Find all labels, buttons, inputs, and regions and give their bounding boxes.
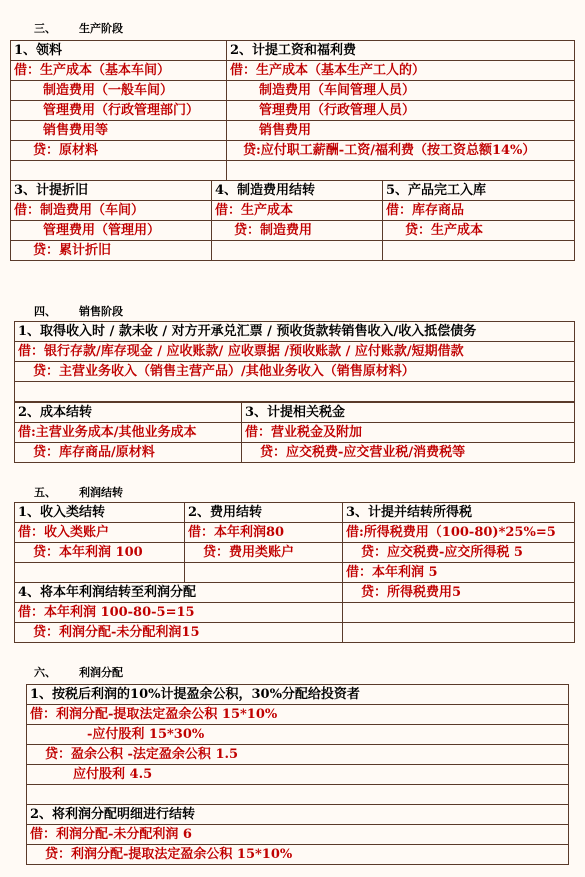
- profit-distribution-line-2: 贷：利润分配-未分配利润15: [15, 623, 343, 643]
- surplus-reserve-line-2: -应付股利 15*30%: [27, 725, 569, 745]
- income-tax-line-4: 贷：所得税费用5: [343, 583, 575, 603]
- profit-transfer-table: [14, 502, 575, 643]
- sales-table-bottom: [14, 402, 575, 463]
- wage-line-2: 制造费用（车间管理人员）: [227, 81, 575, 101]
- depreciation-line-3: 贷：累计折旧: [11, 241, 212, 261]
- sales-table-top: [14, 321, 575, 402]
- cost-transfer-line-2: 贷：库存商品/原材料: [15, 443, 242, 463]
- cost-transfer-title: 2、成本结转: [15, 403, 242, 423]
- cost-transfer-line-1: 借:主营业务成本/其他业务成本: [15, 423, 242, 443]
- section-3-heading: 三、 生产阶段: [34, 22, 123, 35]
- revenue-line-2: 贷：主营业务收入（销售主营产品）/其他业务收入（销售原材料）: [15, 362, 575, 382]
- production-table-bottom: [10, 180, 575, 261]
- empty-cell: [185, 563, 343, 583]
- expense-transfer-title: 2、费用结转: [185, 503, 343, 523]
- closing-line-1: 借：利润分配-未分配利润 6: [27, 825, 569, 845]
- income-transfer-line-1: 借：收入类账户: [15, 523, 185, 543]
- material-title: 1、领料: [11, 41, 227, 61]
- empty-cell: [15, 563, 185, 583]
- tax-accrual-line-2: 贷：应交税费-应交营业税/消费税等: [242, 443, 575, 463]
- finished-goods-title: 5、产品完工入库: [383, 181, 575, 201]
- depreciation-line-2: 管理费用（管理用）: [11, 221, 212, 241]
- material-line-3: 管理费用（行政管理部门）: [11, 101, 227, 121]
- income-transfer-title: 1、收入类结转: [15, 503, 185, 523]
- expense-transfer-line-1: 借：本年利润80: [185, 523, 343, 543]
- material-line-2: 制造费用（一般车间）: [11, 81, 227, 101]
- closing-title: 2、将利润分配明细进行结转: [27, 805, 569, 825]
- empty-cell: [343, 603, 575, 623]
- material-line-1: 借：生产成本（基本车间）: [11, 61, 227, 81]
- wage-title: 2、计提工资和福利费: [227, 41, 575, 61]
- finished-goods-line-2: 贷：生产成本: [383, 221, 575, 241]
- income-tax-title: 3、计提并结转所得税: [343, 503, 575, 523]
- income-tax-line-1: 借:所得税费用（100-80)*25%=5: [343, 523, 575, 543]
- empty-cell: [227, 161, 575, 181]
- section-5-heading: 五、 利润结转: [34, 486, 123, 499]
- wage-line-3: 管理费用（行政管理人员）: [227, 101, 575, 121]
- empty-cell: [15, 382, 575, 402]
- profit-distribution-title: 4、将本年利润结转至利润分配: [15, 583, 343, 603]
- overhead-line-1: 借：生产成本: [212, 201, 383, 221]
- section-4-heading: 四、 销售阶段: [34, 305, 123, 318]
- wage-line-5: 贷:应付职工薪酬-工资/福利费（按工资总额14%）: [227, 141, 575, 161]
- material-line-4: 销售费用等: [11, 121, 227, 141]
- surplus-reserve-title: 1、按税后利润的10%计提盈余公积，30%分配给投资者: [27, 685, 569, 705]
- profit-distribution-line-1: 借：本年利润 100-80-5=15: [15, 603, 343, 623]
- closing-line-2: 贷：利润分配-提取法定盈余公积 15*10%: [27, 845, 569, 865]
- tax-accrual-title: 3、计提相关税金: [242, 403, 575, 423]
- empty-cell: [212, 241, 383, 261]
- surplus-reserve-line-1: 借：利润分配-提取法定盈余公积 15*10%: [27, 705, 569, 725]
- section-6-heading: 六、 利润分配: [34, 666, 123, 679]
- surplus-reserve-line-3: 贷：盈余公积 -法定盈余公积 1.5: [27, 745, 569, 765]
- revenue-title: 1、取得收入时 / 款未收 / 对方开承兑汇票 / 预收货款转销售收入/收入抵偿债务: [15, 322, 575, 342]
- wage-line-4: 销售费用: [227, 121, 575, 141]
- depreciation-title: 3、计提折旧: [11, 181, 212, 201]
- material-line-5: 贷：原材料: [11, 141, 227, 161]
- expense-transfer-line-2: 贷：费用类账户: [185, 543, 343, 563]
- empty-cell: [11, 161, 227, 181]
- production-table-top: [10, 40, 575, 181]
- revenue-line-1: 借：银行存款/库存现金 / 应收账款/ 应收票据 /预收账款 / 应付账款/短期借款: [15, 342, 575, 362]
- empty-cell: [383, 241, 575, 261]
- profit-allocation-table: [26, 684, 569, 865]
- income-tax-line-2: 贷：应交税费-应交所得税 5: [343, 543, 575, 563]
- empty-cell: [343, 623, 575, 643]
- depreciation-line-1: 借：制造费用（车间）: [11, 201, 212, 221]
- overhead-line-2: 贷：制造费用: [212, 221, 383, 241]
- finished-goods-line-1: 借：库存商品: [383, 201, 575, 221]
- wage-line-1: 借：生产成本（基本生产工人的）: [227, 61, 575, 81]
- surplus-reserve-line-4: 应付股利 4.5: [27, 765, 569, 785]
- empty-cell: [27, 785, 569, 805]
- tax-accrual-line-1: 借：营业税金及附加: [242, 423, 575, 443]
- income-transfer-line-2: 贷：本年利润 100: [15, 543, 185, 563]
- income-tax-line-3: 借：本年利润 5: [343, 563, 575, 583]
- overhead-title: 4、制造费用结转: [212, 181, 383, 201]
